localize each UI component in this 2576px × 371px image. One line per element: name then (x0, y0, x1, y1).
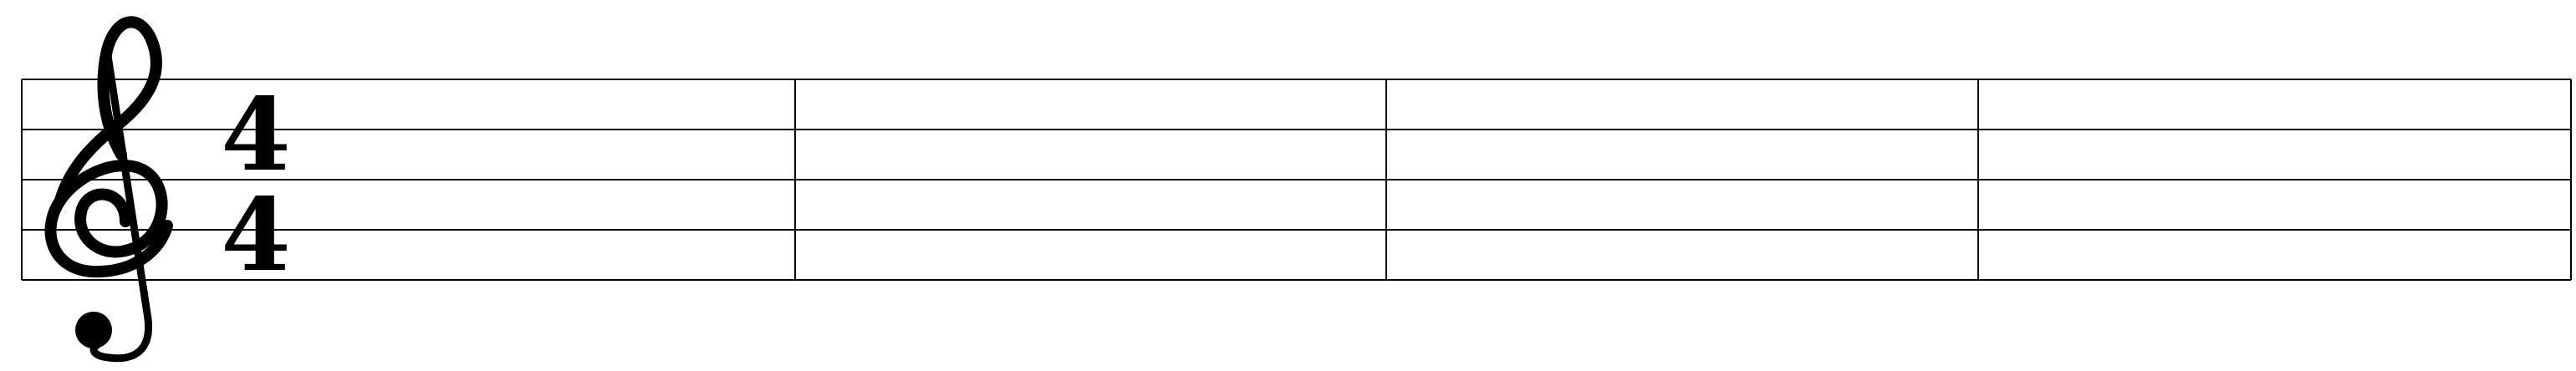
clef-ball (75, 312, 112, 348)
treble-clef-icon (51, 22, 167, 358)
time-signature-numerator: 4 (221, 76, 291, 194)
time-signature-denominator: 4 (221, 176, 291, 294)
staff-lines (22, 79, 2571, 280)
